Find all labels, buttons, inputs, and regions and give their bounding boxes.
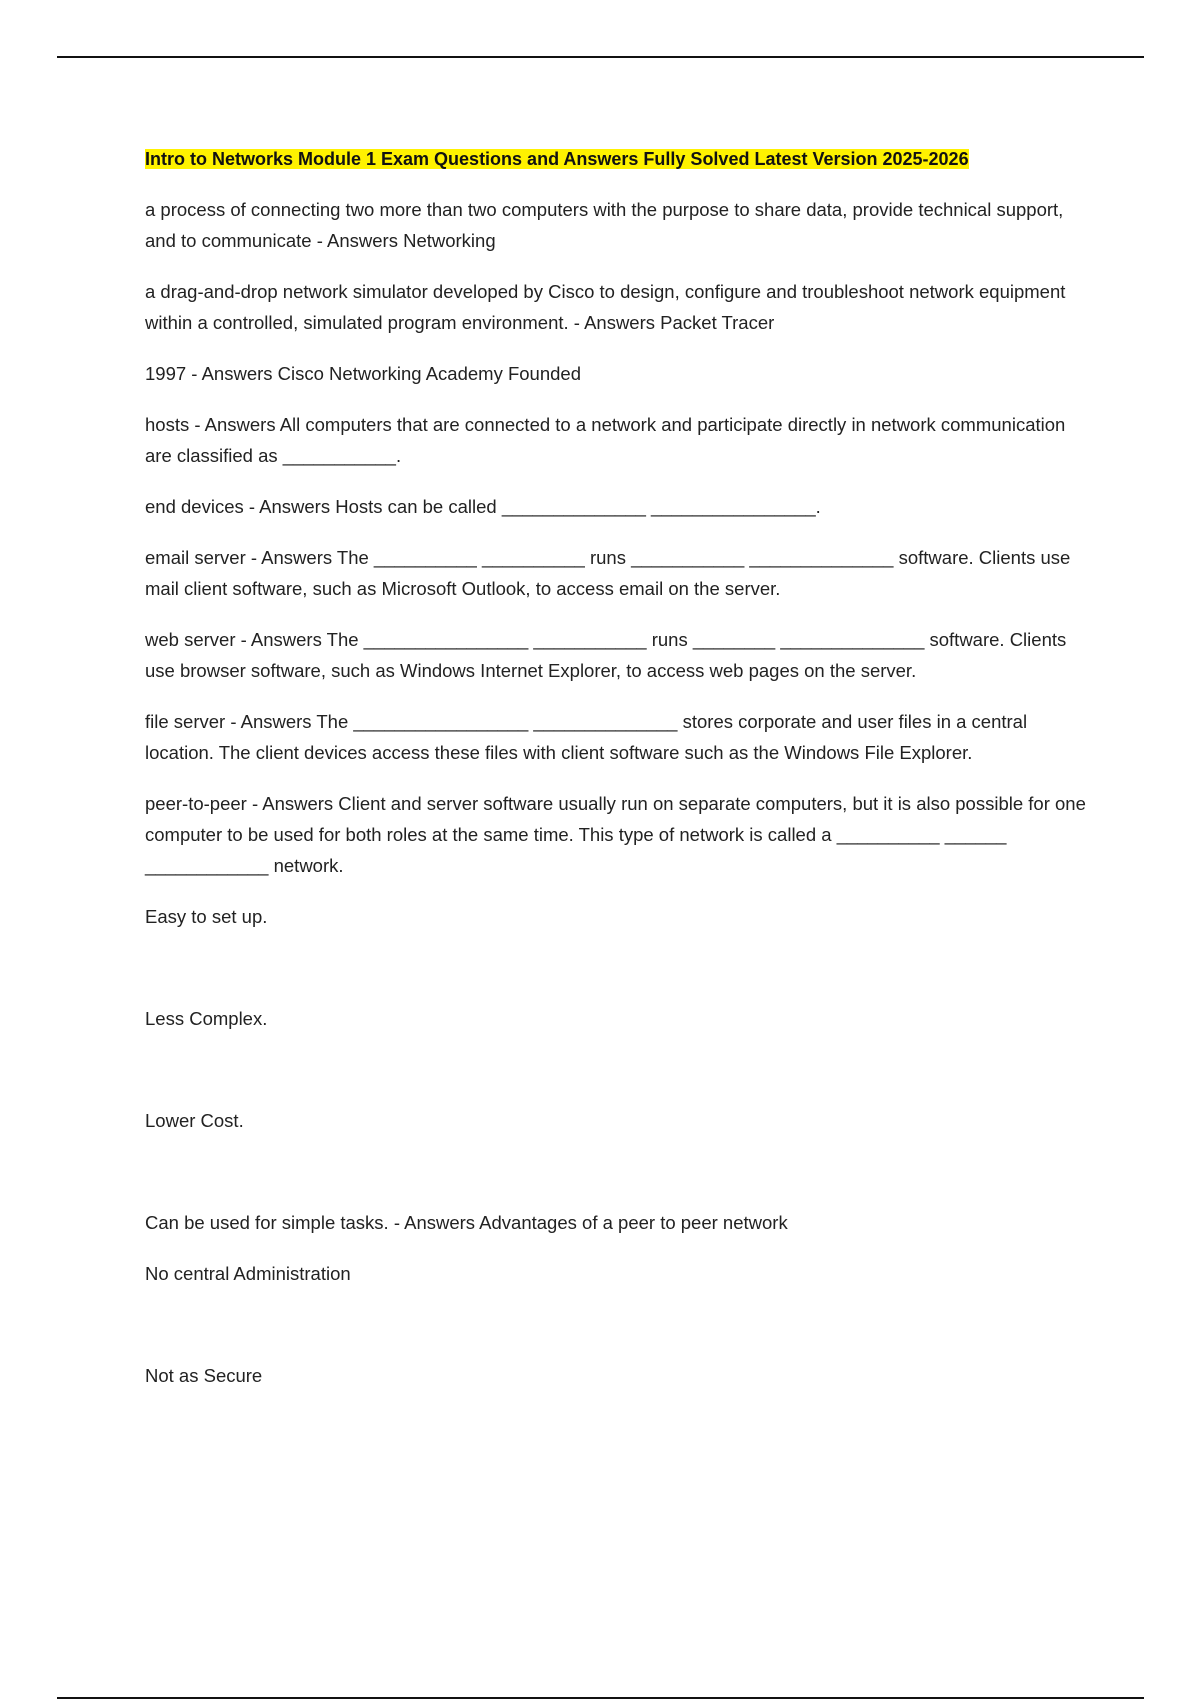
qa-file-server: file server - Answers The _________________ ______________ stores corporate and user files in a central location. The client devices access these files with client software such as the Windows File Explorer. [145,711,1028,763]
qa-web-server: web server - Answers The ________________ ___________ runs ________ ______________ software. Clients use browser software, such as Windows Internet Explorer, to access web pages on the server. [145,629,1067,681]
document-body [145,144,1095,1411]
page-bottom-rule [57,1697,1144,1699]
advantage-lower-cost: Lower Cost. [145,1110,244,1131]
qa-networking: a process of connecting two more than two computers with the purpose to share data, provide technical support, and to communicate - Answers Networking [145,199,1064,251]
qa-email-server: email server - Answers The __________ __________ runs ___________ ______________ software. Clients use mail client software, such as Microsoft Outlook, to access email on the server. [145,547,1071,599]
advantage-easy-setup: Easy to set up. [145,906,268,927]
qa-advantages-p2p: Can be used for simple tasks. - Answers Advantages of a peer to peer network [145,1212,788,1233]
qa-peer-to-peer: peer-to-peer - Answers Client and server software usually run on separate computers, but it is also possible for one computer to be used for both roles at the same time. This type of network is called a __________ ______ ____________ network. [145,793,1086,876]
qa-academy-founded: 1997 - Answers Cisco Networking Academy Founded [145,363,581,384]
disadvantage-not-secure: Not as Secure [145,1365,263,1386]
advantage-less-complex: Less Complex. [145,1008,268,1029]
disadvantage-no-admin: No central Administration [145,1263,351,1284]
qa-end-devices: end devices - Answers Hosts can be called ______________ ________________. [145,496,821,517]
qa-hosts: hosts - Answers All computers that are connected to a network and participate directly in network communication are classified as ___________. [145,414,1066,466]
qa-packet-tracer: a drag-and-drop network simulator developed by Cisco to design, configure and troubleshoot network equipment within a controlled, simulated program environment. - Answers Packet Tracer [145,281,1066,333]
title-line [145,144,1095,174]
document-title: Intro to Networks Module 1 Exam Questions and Answers Fully Solved Latest Version 2025-2026 [145,149,969,169]
page-top-rule [57,56,1144,58]
